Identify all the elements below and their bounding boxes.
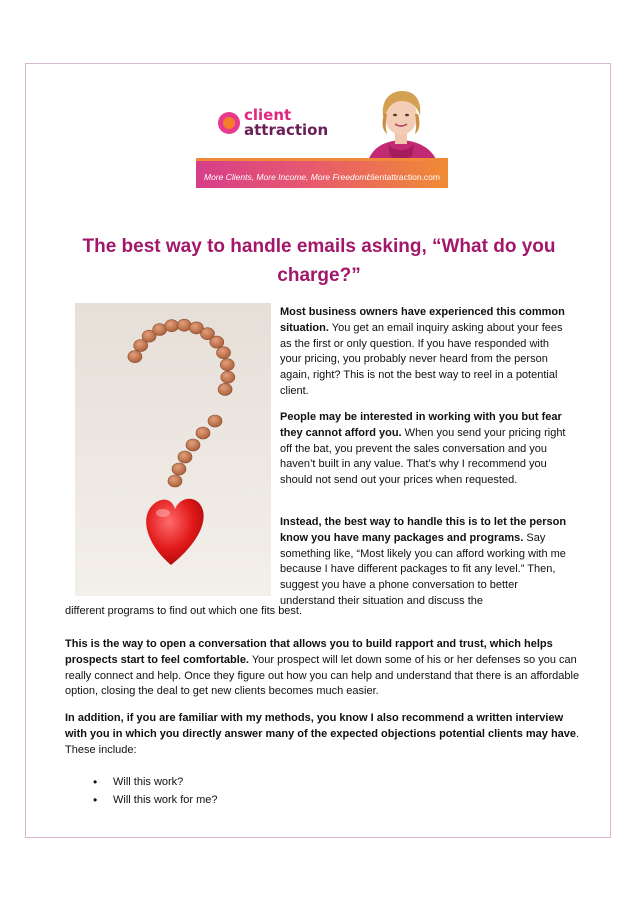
coin-stack [208, 415, 222, 427]
paragraph-3-lead: Instead, the best way to handle this is to let the person know you have many packages and programs. [280, 516, 567, 544]
coin-stack [186, 439, 200, 451]
question-mark-coins-photo [75, 303, 271, 596]
bar-rule [196, 158, 448, 161]
list-item: • Will this work? [93, 773, 218, 791]
coin-stack [217, 347, 231, 359]
paragraph-5-body: . These include: [65, 727, 580, 756]
paragraph-1-lead: Most business owners have experienced this common situation. [280, 306, 565, 334]
paragraph-3-wrap [65, 604, 580, 620]
coin-stack [220, 359, 234, 371]
paragraph-4-body: Your prospect will let down some of his or her defenses so you can really connect and help. Once they figure out how you can help and understand that there is an affordable option, closing the deal to get new clients becomes much easier. [65, 653, 580, 698]
coin-stack [128, 351, 142, 363]
coin-stack [168, 475, 182, 487]
logo-mark-icon [218, 112, 240, 134]
logo-line-client: client [244, 106, 292, 124]
logo-wordmark [244, 108, 354, 138]
paragraph-3 [280, 515, 570, 610]
header-banner [196, 86, 448, 188]
coin-stack [221, 371, 235, 383]
paragraph-5 [65, 711, 580, 758]
coin-stack [177, 319, 191, 331]
paragraph-3-body: Say something like, “Most likely you can afford working with me because I have different packages to fit any level.” Then, suggest you have a phone conversation to better understand their situation and discuss the [280, 531, 566, 607]
objections-list [93, 773, 218, 809]
coin-stack [172, 463, 186, 475]
coin-stack [218, 383, 232, 395]
website-url[interactable]: clientattraction.com [366, 172, 440, 182]
coin-stack [178, 451, 192, 463]
paragraph-1 [280, 305, 570, 400]
coin-stack [210, 336, 224, 348]
logo-line-attraction: attraction [244, 121, 329, 139]
paragraph-5-lead: In addition, if you are familiar with my methods, you know I also recommend a written interview with you in which you directly answer many of the expected objections potential clients may have [65, 712, 577, 740]
paragraph-2-lead: People may be interested in working with you but fear they cannot afford you. [280, 411, 562, 439]
article-title: The best way to handle emails asking, “What do you charge?” [82, 236, 556, 286]
paragraph-2-body: When you send your pricing right off the bat, you prevent the sales conversation and you haven’t built in any value. That’s why I recommend you should not send out your prices when requested. [280, 426, 566, 487]
tagline-bar [196, 158, 448, 188]
list-item: • Will this work for me? [93, 791, 218, 809]
paragraph-3-continued: different programs to find out which one fits best. [65, 605, 303, 617]
coin-stack [196, 427, 210, 439]
paragraph-2 [280, 410, 570, 489]
paragraph-4-lead: This is the way to open a conversation that allows you to build rapport and trust, which helps prospects start to feel comfortable. [65, 638, 553, 666]
paragraph-4 [65, 637, 580, 700]
tagline-text: More Clients, More Income, More Freedom! [204, 172, 369, 182]
paragraph-1-body: You get an email inquiry asking about your fees as the first or only question. If you have responded with your pricing, you probably never heard from the person again, right? This is not the best way to reel in a potential client. [280, 321, 563, 397]
coin-stack [165, 320, 179, 332]
